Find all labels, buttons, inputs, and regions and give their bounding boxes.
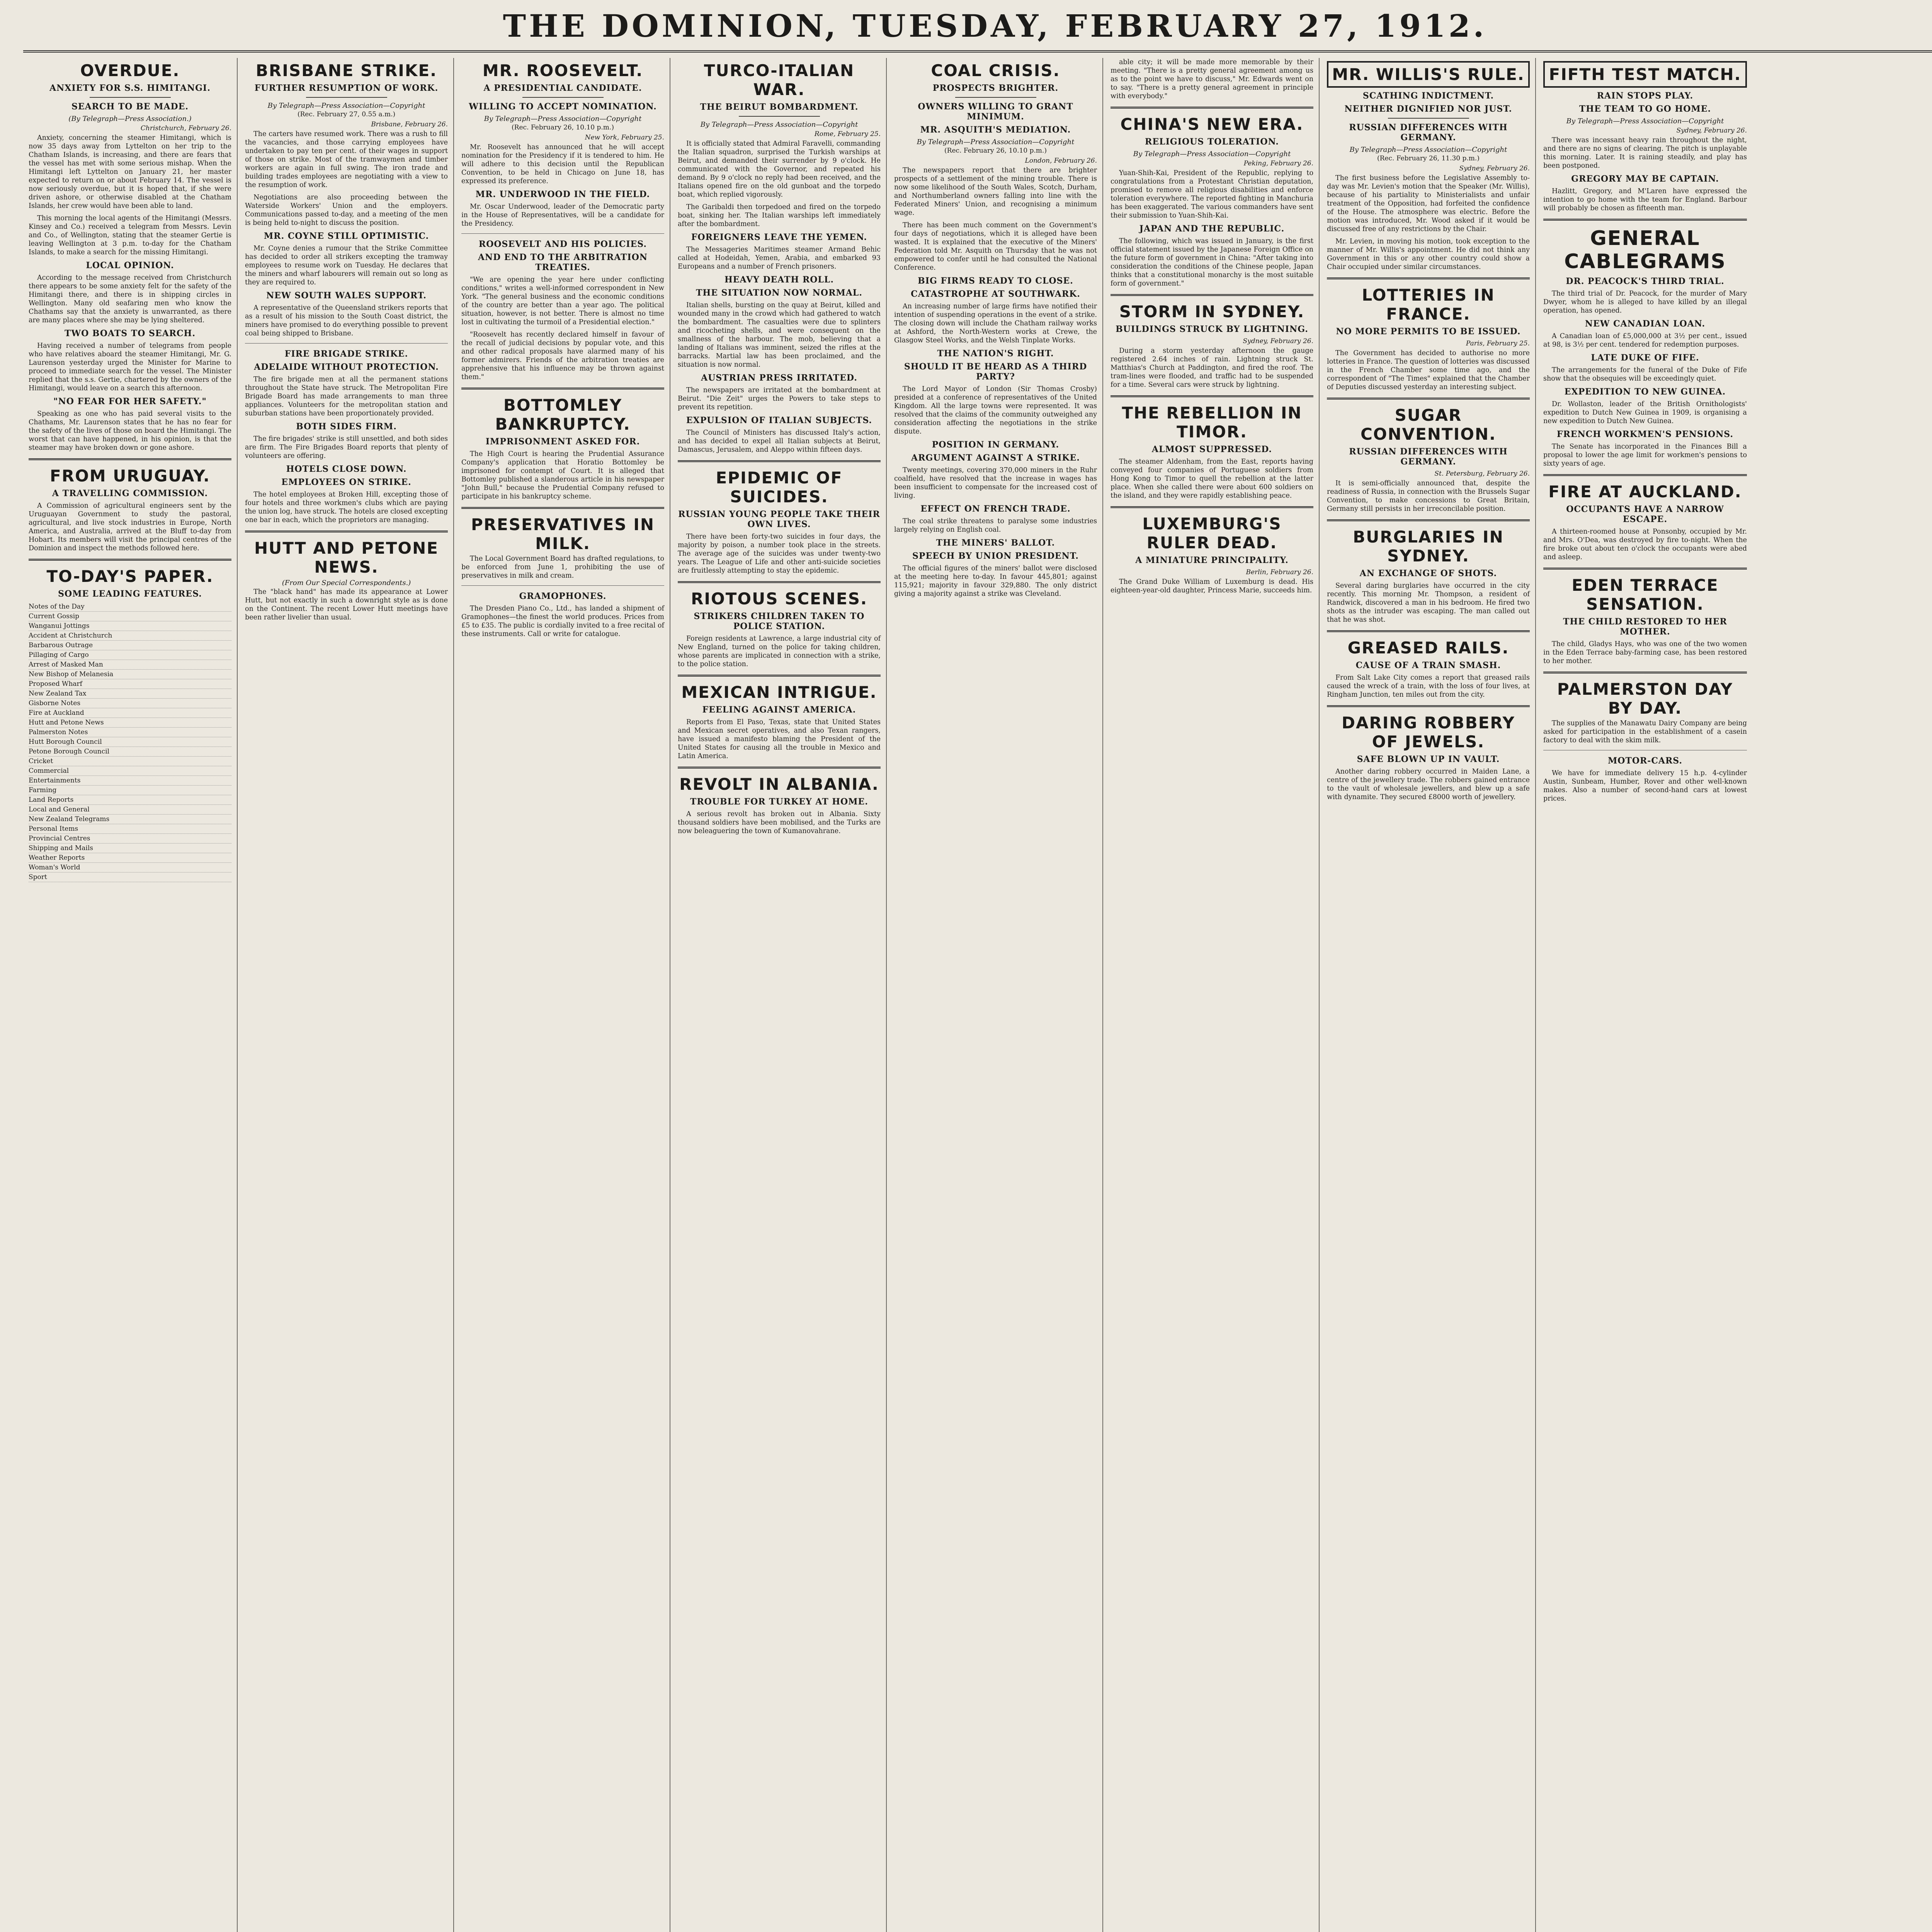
headline-lotteries: LOTTERIES IN FRANCE. bbox=[1362, 286, 1495, 323]
article-paragraph: Negotiations are also proceeding between the Waterside Workers' Union and the employers. Communications passed to-day, and a meeting of the men is being held to-night to discuss the position. bbox=[245, 194, 448, 227]
subhead: GRAMOPHONES. bbox=[519, 591, 607, 601]
feature-label: Accident at Christchurch bbox=[29, 632, 112, 639]
feature-item bbox=[29, 670, 231, 679]
subhead: TROUBLE FOR TURKEY AT HOME. bbox=[690, 797, 868, 807]
feature-list bbox=[29, 602, 231, 882]
subhead: MR. COYNE STILL OPTIMISTIC. bbox=[264, 231, 429, 241]
article-paragraph: Having received a number of telegrams from people who have relatives aboard the steamer Himitangi, Mr. G. Laurenson yesterday urged the Minister for Marine to proceed to immediate search for the vessel. The Minister replied that the s.s. Gertie, chartered by the owners of the Himitangi, would leave on a search this afternoon. bbox=[29, 342, 231, 392]
feature-label: New Bishop of Melanesia bbox=[29, 670, 114, 678]
article-paragraph: "We are opening the year here under conflicting conditions," writes a well-informed correspondent in New York. "The general business and the economic conditions of the country are better than a year ago. The political situation, however, is not better. There is almost no time lost in cultivating the turmoil of a Presidential election." bbox=[461, 276, 664, 326]
subhead: BIG FIRMS READY TO CLOSE. bbox=[918, 276, 1073, 286]
credit-line: By Telegraph—Press Association—Copyright bbox=[700, 121, 858, 129]
subhead: MR. ASQUITH'S MEDIATION. bbox=[920, 125, 1071, 135]
dateline: Rome, February 25. bbox=[814, 130, 881, 138]
feature-label: Woman's World bbox=[29, 864, 80, 871]
subhead: OCCUPANTS HAVE A NARROW ESCAPE. bbox=[1566, 504, 1724, 524]
subhead: ROOSEVELT AND HIS POLICIES. bbox=[478, 239, 647, 249]
subhead: OWNERS WILLING TO GRANT MINIMUM. bbox=[918, 102, 1073, 122]
feature-label: Cricket bbox=[29, 757, 53, 765]
article-paragraph: Several daring burglaries have occurred in the city recently. This morning Mr. Thompson, a resident of Randwick, discovered a man in his bedroom. He fired two shots as the intruder was escaping. The man called out that he was shot. bbox=[1327, 582, 1530, 624]
subhead: DR. PEACOCK'S THIRD TRIAL. bbox=[1566, 276, 1725, 286]
subhead: AND END TO THE ARBITRATION TREATIES. bbox=[478, 252, 648, 272]
feature-label: Commercial bbox=[29, 767, 69, 775]
subhead: ALMOST SUPPRESSED. bbox=[1151, 444, 1272, 454]
article-paragraph: The Lord Mayor of London (Sir Thomas Crosby) presided at a conference of representatives of the United Kingdom. All the large towns were represented. It was resolved that the claims of the community outweighed any consideration affecting the negotiations in the strike dispute. bbox=[894, 385, 1097, 435]
article-paragraph: The High Court is hearing the Prudential Assurance Company's application that Horatio Bottomley be imprisoned for contempt of Court. It is alleged that Bottomley published a slanderous article in his newspaper "John Bull," because the Prudential Company refused to participate in his bankruptcy scheme. bbox=[461, 450, 664, 500]
subhead: LATE DUKE OF FIFE. bbox=[1591, 353, 1699, 363]
subhead: NEW SOUTH WALES SUPPORT. bbox=[266, 291, 427, 301]
column-5 bbox=[889, 58, 1103, 1932]
article-paragraph: The newspapers are irritated at the bombardment at Beirut. "Die Zeit" urges the Powers to take steps to prevent its repetition. bbox=[678, 386, 881, 411]
headline-albania: REVOLT IN ALBANIA. bbox=[679, 775, 879, 794]
subhead: RELIGIOUS TOLERATION. bbox=[1145, 137, 1279, 147]
dateline: Christchurch, February 26. bbox=[140, 124, 231, 132]
feature-item bbox=[29, 853, 231, 863]
headline-turco-italian-war: TURCO-ITALIAN WAR. bbox=[704, 61, 855, 99]
feature-label: Proposed Wharf bbox=[29, 680, 82, 688]
received-line: (Rec. February 26, 10.10 p.m.) bbox=[512, 124, 614, 131]
subhead: SOME LEADING FEATURES. bbox=[58, 589, 202, 599]
subhead: IMPRISONMENT ASKED FOR. bbox=[485, 437, 640, 447]
article-paragraph: The carters have resumed work. There was a rush to fill the vacancies, and those carrying employees have undertaken to pay ten per cent. of their wages in support of those on strike. Most of the tramwaymen and timber workers are again in full swing. The iron trade and building trades employees are negotiating with a view to the resumption of work. bbox=[245, 130, 448, 189]
subhead: "NO FEAR FOR HER SAFETY." bbox=[53, 396, 207, 406]
headline-riotous: RIOTOUS SCENES. bbox=[691, 589, 867, 608]
article-paragraph: According to the message received from Christchurch there appears to be some anxiety felt for the safety of the Himitangi there, and there is in shipping circles in Wellington. Many old seafaring men who know the Chathams say that the anxiety is unwarranted, as there are many places where she may be lying sheltered. bbox=[29, 274, 231, 324]
headline-bottomley: BOTTOMLEY BANKRUPTCY. bbox=[495, 396, 631, 434]
article-paragraph: able city; it will be made more memorable by their meeting. "There is a pretty general agreement among us as to the point we have to discuss," Mr. Edwards went on to say. "There is a pretty general agreement in principle with everybody." bbox=[1111, 58, 1313, 100]
credit-line: By Telegraph—Press Association—Copyright bbox=[1566, 117, 1724, 125]
headline-fire-auckland: FIRE AT AUCKLAND. bbox=[1548, 482, 1742, 501]
headline-general-cablegrams: GENERAL CABLEGRAMS bbox=[1564, 227, 1726, 273]
article-paragraph: It is officially stated that Admiral Faravelli, commanding the Italian squadron, surprised the Turkish warships at Beirut, and demanded their surrender by 9 o'clock. He communicated with the Governor, and repeated his demand. By 9 o'clock no reply had been received, and the Italians opened fire on the old gunboat and the torpedo boat, which replied vigorously. bbox=[678, 140, 881, 199]
article-paragraph: Dr. Wollaston, leader of the British Ornithologists' expedition to Dutch New Guinea in 1909, is organising a new expedition to Dutch New Guinea. bbox=[1543, 400, 1747, 425]
article-paragraph: From Salt Lake City comes a report that greased rails caused the wreck of a train, with the loss of four lives, at Ringham Junction, ten miles out from the city. bbox=[1327, 674, 1530, 699]
feature-label: Hutt and Petone News bbox=[29, 719, 104, 726]
article-paragraph: Another daring robbery occurred in Maiden Lane, a centre of the jewellery trade. The robbers gained entrance to the vault of wholesale jewellers, and blew up a safe with dynamite. They secured £8000 worth of jewellery. bbox=[1327, 768, 1530, 801]
feature-item bbox=[29, 699, 231, 708]
credit-line: By Telegraph—Press Association—Copyright bbox=[1349, 146, 1507, 154]
headline-uruguay: FROM URUGUAY. bbox=[50, 466, 210, 485]
feature-label: Gisborne Notes bbox=[29, 699, 81, 707]
article-paragraph: The official figures of the miners' ballot were disclosed at the meeting here to-day. In favour 445,801; against 115,921; majority in favour 329,880. The only district giving a majority against a strike was Cleveland. bbox=[894, 565, 1097, 598]
subhead: A MINIATURE PRINCIPALITY. bbox=[1135, 555, 1289, 565]
article-paragraph: A Commission of agricultural engineers sent by the Uruguayan Government to study the pastoral, agricultural, and live stock industries in Europe, North America, and Australia, arrived at the Bluff to-day from Hobart. Its members will visit the principal centres of the Dominion and inspect the methods followed here. bbox=[29, 502, 231, 552]
article-paragraph: The Government has decided to authorise no more lotteries in France. The question of lotteries was discussed in the French Chamber some time ago, and the correspondent of "The Times" explained that the Chamber of Deputies discussed yesterday an interesting subject. bbox=[1327, 349, 1530, 391]
subhead: EXPEDITION TO NEW GUINEA. bbox=[1564, 387, 1726, 397]
article-paragraph: Reports from El Paso, Texas, state that United States and Mexican secret operatives, and also Texan rangers, have issued a manifesto blaming the President of the United States for causing all the trouble in Mexico and Latin America. bbox=[678, 718, 881, 760]
received-line: (Rec. February 26, 10.10 p.m.) bbox=[944, 147, 1047, 155]
feature-item bbox=[29, 728, 231, 737]
headline-brisbane-strike: BRISBANE STRIKE. bbox=[255, 61, 437, 80]
article-paragraph: An increasing number of large firms have notified their intention of suspending operations in the event of a strike. The closing down will include the Chatham railway works at Ashford, the North-Western works at Crewe, the Glasgow Steel Works, and the Welsh Tinplate Works. bbox=[894, 303, 1097, 344]
article-paragraph: The coal strike threatens to paralyse some industries largely relying on English coal. bbox=[894, 517, 1097, 534]
feature-label: New Zealand Tax bbox=[29, 690, 87, 697]
subhead: EMPLOYEES ON STRIKE. bbox=[281, 477, 412, 487]
dateline: St. Petersburg, February 26. bbox=[1434, 470, 1530, 478]
article-paragraph: The arrangements for the funeral of the Duke of Fife show that the obsequies will be exceedingly quiet. bbox=[1543, 366, 1747, 383]
headline-china: CHINA'S NEW ERA. bbox=[1120, 115, 1304, 134]
subhead: A TRAVELLING COMMISSION. bbox=[52, 488, 208, 498]
subhead: THE NATION'S RIGHT. bbox=[937, 349, 1054, 359]
masthead bbox=[23, 8, 1932, 53]
article-paragraph: A Canadian loan of £5,000,000 at 3½ per cent., issued at 98, is 3½ per cent. tendered for redemption purposes. bbox=[1543, 332, 1747, 349]
article-paragraph: The Council of Ministers has discussed Italy's action, and has decided to expel all Italian subjects at Beirut, Damascus, Jerusalem, and Aleppo within fifteen days. bbox=[678, 429, 881, 454]
feature-label: Local and General bbox=[29, 806, 90, 813]
feature-label: Entertainments bbox=[29, 777, 81, 784]
article-paragraph: Hazlitt, Gregory, and M'Laren have expressed the intention to go home with the team for England. Barbour will probably be chosen as fifteenth man. bbox=[1543, 187, 1747, 212]
feature-item bbox=[29, 650, 231, 660]
headline-todays-paper: TO-DAY'S PAPER. bbox=[46, 567, 214, 586]
credit-line: (From Our Special Correspondents.) bbox=[282, 579, 411, 587]
subhead: AUSTRIAN PRESS IRRITATED. bbox=[701, 373, 857, 383]
dateline: Brisbane, February 26. bbox=[371, 121, 448, 128]
subhead: STRIKERS CHILDREN TAKEN TO POLICE STATION. bbox=[694, 611, 865, 631]
subhead: NEW CANADIAN LOAN. bbox=[1585, 319, 1706, 329]
headline-coal-crisis: COAL CRISIS. bbox=[931, 61, 1060, 80]
subhead: THE BEIRUT BOMBARDMENT. bbox=[700, 102, 859, 112]
column-3 bbox=[456, 58, 670, 1932]
feature-item bbox=[29, 708, 231, 718]
feature-label: Wanganui Jottings bbox=[29, 622, 90, 630]
subhead: THE MINERS' BALLOT. bbox=[936, 538, 1055, 548]
subhead: TWO BOATS TO SEARCH. bbox=[64, 328, 196, 338]
feature-item bbox=[29, 776, 231, 786]
article-paragraph: There have been forty-two suicides in four days, the majority by poison, a number took place in the streets. The average age of the suicides was under twenty-two years. The League of Life and other anti-suicide societies are fruitlessly attempting to stay the epidemic. bbox=[678, 533, 881, 575]
subhead: EFFECT ON FRENCH TRADE. bbox=[920, 504, 1071, 514]
headline-jewels: DARING ROBBERY OF JEWELS. bbox=[1342, 713, 1515, 751]
subhead: NEITHER DIGNIFIED NOR JUST. bbox=[1344, 104, 1512, 114]
credit-line: By Telegraph—Press Association—Copyright bbox=[917, 138, 1075, 146]
subhead: SCATHING INDICTMENT. bbox=[1362, 91, 1494, 101]
article-paragraph: It is semi-officially announced that, despite the readiness of Russia, in connection with the Brussels Sugar Convention, to make concessions to Great Britain, Germany still persists in her irreconcilable position. bbox=[1327, 480, 1530, 513]
feature-label: Shipping and Mails bbox=[29, 844, 93, 852]
feature-item bbox=[29, 602, 231, 612]
columns bbox=[23, 58, 1932, 1932]
headline-milk: PRESERVATIVES IN MILK. bbox=[471, 515, 655, 553]
subhead: PROSPECTS BRIGHTER. bbox=[932, 83, 1059, 93]
article-paragraph: The "black hand" has made its appearance at Lower Hutt, but not exactly in such a downright style as is done on the Continent. The recent Lower Hutt meetings have been rather livelier than usual. bbox=[245, 588, 448, 621]
article-paragraph: A representative of the Queensland strikers reports that as a result of his mission to the South Coast district, the miners have promised to do everything possible to prevent coal being shipped to Brisbane. bbox=[245, 304, 448, 337]
feature-item bbox=[29, 872, 231, 882]
headline-hutt-petone: HUTT AND PETONE NEWS. bbox=[254, 539, 439, 577]
headline-storm-sydney: STORM IN SYDNEY. bbox=[1119, 302, 1305, 321]
dateline: New York, February 25. bbox=[585, 134, 664, 141]
credit-line: (By Telegraph—Press Association.) bbox=[68, 115, 192, 123]
subhead: MR. UNDERWOOD IN THE FIELD. bbox=[475, 189, 650, 199]
subhead: NO MORE PERMITS TO BE ISSUED. bbox=[1336, 327, 1521, 337]
received-line: (Rec. February 27, 0.55 a.m.) bbox=[297, 111, 396, 118]
article-paragraph: Mr. Levien, in moving his motion, took exception to the manner of Mr. Willis's appointment. He did not think any Government in this or any other country could show a Chair occupied under similar circumstances. bbox=[1327, 238, 1530, 271]
article-paragraph: There has been much comment on the Government's four days of negotiations, which it is alleged have been wasted. It is explained that the executive of the Miners' Federation told Mr. Asquith on Thursday that he was not empowered to confer until he had consulted the National Conference. bbox=[894, 221, 1097, 272]
article-paragraph: Speaking as one who has paid several visits to the Chathams, Mr. Laurenson states that he has no fear for the safety of the lives of those on board the Himitangi. The worst that can have happened, in his opinion, is that the steamer may have broken down or gone ashore. bbox=[29, 410, 231, 452]
dateline: Sydney, February 26. bbox=[1459, 165, 1530, 172]
subhead: BOTH SIDES FIRM. bbox=[296, 422, 397, 432]
subhead: RUSSIAN DIFFERENCES WITH GERMANY. bbox=[1349, 447, 1508, 467]
subhead: WILLING TO ACCEPT NOMINATION. bbox=[469, 102, 657, 112]
article-paragraph: Italian shells, bursting on the quay at Beirut, killed and wounded many in the crowd which had gathered to watch the bombardment. The casualties were due to splinters and ricocheting shells, and were consequent on the smallness of the harbour. The mob, believing that a landing of Italians was imminent, seized the rifles at the barracks. Martial law has been proclaimed, and the situation is now normal. bbox=[678, 301, 881, 369]
article-paragraph: The Grand Duke William of Luxemburg is dead. His eighteen-year-old daughter, Princess Marie, succeeds him. bbox=[1111, 578, 1313, 594]
subhead: A PRESIDENTIAL CANDIDATE. bbox=[483, 83, 642, 93]
article-paragraph: The following, which was issued in January, is the first official statement issued by the Japanese Foreign Office on the future form of government in China: "After taking into consideration the conditions of the Chinese people, Japan thinks that a constitutional monarchy is the most suitable form of government." bbox=[1111, 237, 1313, 287]
feature-label: Farming bbox=[29, 786, 57, 794]
article-paragraph: The newspapers report that there are brighter prospects of a settlement of the mining trouble. There is now some likelihood of the South Wales, Scotch, Durham, and Northumberland owners falling into line with the Federated Miners' Union, and recognising a minimum wage. bbox=[894, 167, 1097, 217]
feature-label: Provincial Centres bbox=[29, 835, 90, 842]
dateline: London, February 26. bbox=[1025, 157, 1097, 165]
headline-willis: MR. WILLIS'S RULE. bbox=[1327, 61, 1530, 88]
subhead: ARGUMENT AGAINST A STRIKE. bbox=[911, 453, 1080, 463]
column-7 bbox=[1321, 58, 1536, 1932]
feature-item bbox=[29, 612, 231, 621]
article-paragraph: "Roosevelt has recently declared himself in favour of the recall of judicial decisions by popular vote, and this and other radical proposals have alarmed many of his former admirers. Friends of the arbitration treaties are apprehensive that his influence may be thrown against them." bbox=[461, 331, 664, 381]
column-1 bbox=[23, 58, 238, 1932]
masthead-title: THE DOMINION, TUESDAY, FEBRUARY 27, 1912. bbox=[503, 8, 1487, 44]
headline-palmerston: PALMERSTON DAY BY DAY. bbox=[1557, 680, 1733, 718]
feature-item bbox=[29, 795, 231, 805]
subhead: FURTHER RESUMPTION OF WORK. bbox=[254, 83, 439, 93]
feature-item bbox=[29, 631, 231, 641]
feature-item bbox=[29, 641, 231, 650]
feature-label: Personal Items bbox=[29, 825, 78, 833]
subhead: POSITION IN GERMANY. bbox=[932, 440, 1060, 450]
article-paragraph: The third trial of Dr. Peacock, for the murder of Mary Dwyer, whom he is alleged to have killed by an illegal operation, has opened. bbox=[1543, 290, 1747, 315]
headline-test-match: FIFTH TEST MATCH. bbox=[1543, 61, 1747, 88]
article-paragraph: Yuan-Shih-Kai, President of the Republic, replying to congratulations from a Protestant Christian deputation, promised to remove all religious disabilities and enforce toleration everywhere. The reported fighting in Manchuria has been exaggerated. The various commanders have sent their submission to Yuan-Shih-Kai. bbox=[1111, 169, 1313, 219]
subhead: FEELING AGAINST AMERICA. bbox=[702, 705, 856, 715]
feature-item bbox=[29, 786, 231, 795]
subhead: CATASTROPHE AT SOUTHWARK. bbox=[911, 289, 1080, 299]
subhead: THE SITUATION NOW NORMAL. bbox=[696, 288, 862, 298]
article-paragraph: This morning the local agents of the Himitangi (Messrs. Kinsey and Co.) received a telegram from Messrs. Levin and Co., of Wellington, stating that the steamer Gertie is leaving Wellington at 3 p.m. to-day for the Chatham Islands, to make a search for the missing Himitangi. bbox=[29, 214, 231, 256]
article-paragraph: The child, Gladys Hays, who was one of the two women in the Eden Terrace baby-farming case, has been restored to her mother. bbox=[1543, 640, 1747, 665]
feature-item bbox=[29, 689, 231, 699]
headline-overdue: OVERDUE. bbox=[80, 61, 180, 80]
article-paragraph: Anxiety, concerning the steamer Himitangi, which is now 35 days away from Lyttelton on her trip to the Chatham Islands, is increasing, and there are fears that the vessel has met with some serious mishap. When the Himitangi left Lyttelton on January 21, her master expected to return on or about February 14. The vessel is now seriously overdue, but it is hoped that, if she were driven ashore, or otherwise disabled at the Chatham Islands, her crew would have been able to land. bbox=[29, 134, 231, 210]
article-paragraph: A serious revolt has broken out in Albania. Sixty thousand soldiers have been mobilised, and the Turks are now beleaguering the town of Kumanovahrane. bbox=[678, 810, 881, 835]
article-paragraph: A thirteen-roomed house at Ponsonby, occupied by Mr. and Mrs. O'Dea, was destroyed by fire to-night. When the fire broke out about ten o'clock the occupants were abed and asleep. bbox=[1543, 528, 1747, 561]
dateline: Berlin, February 26. bbox=[1246, 568, 1313, 576]
dateline: Sydney, February 26. bbox=[1676, 127, 1747, 134]
subhead: ANXIETY FOR S.S. HIMITANGI. bbox=[49, 83, 211, 93]
subhead: SAFE BLOWN UP IN VAULT. bbox=[1357, 754, 1500, 764]
feature-item bbox=[29, 844, 231, 853]
subhead: SPEECH BY UNION PRESIDENT. bbox=[912, 551, 1079, 561]
credit-line: By Telegraph—Press Association—Copyright bbox=[1133, 150, 1291, 158]
article-paragraph: The Garibaldi then torpedoed and fired on the torpedo boat, sinking her. The Italian warships left immediately after the bombardment. bbox=[678, 203, 881, 228]
subhead: BUILDINGS STRUCK BY LIGHTNING. bbox=[1116, 324, 1308, 334]
subhead: LOCAL OPINION. bbox=[86, 260, 174, 270]
subhead: RUSSIAN DIFFERENCES WITH GERMANY. bbox=[1349, 122, 1508, 143]
feature-label: Land Reports bbox=[29, 796, 74, 804]
article-paragraph: The steamer Aldenham, from the East, reports having conveyed four companies of Portuguese soldiers from Hong Kong to Timor to quell the rebellion at the latter place. When she called there were about 600 soldiers on the island, and they were rapidly establishing peace. bbox=[1111, 458, 1313, 500]
feature-label: Weather Reports bbox=[29, 854, 85, 862]
dateline: Sydney, February 26. bbox=[1243, 337, 1313, 345]
subhead: AN EXCHANGE OF SHOTS. bbox=[1359, 568, 1497, 578]
article-paragraph: The fire brigade men at all the permanent stations throughout the State have struck. The Metropolitan Fire Brigade Board has made arrangements to man three appliances. Volunteers for the metropolitan station and suburban stations have been proportionately provided. bbox=[245, 376, 448, 417]
subhead: FIRE BRIGADE STRIKE. bbox=[284, 349, 408, 359]
feature-label: Palmerston Notes bbox=[29, 728, 88, 736]
subhead: CAUSE OF A TRAIN SMASH. bbox=[1355, 660, 1501, 670]
feature-item bbox=[29, 757, 231, 766]
feature-label: New Zealand Telegrams bbox=[29, 815, 110, 823]
headline-luxemburg: LUXEMBURG'S RULER DEAD. bbox=[1142, 514, 1282, 552]
column-4 bbox=[672, 58, 887, 1932]
credit-line: By Telegraph—Press Association—Copyright bbox=[267, 102, 425, 110]
headline-roosevelt: MR. ROOSEVELT. bbox=[482, 61, 643, 80]
feature-label: Pillaging of Cargo bbox=[29, 651, 89, 659]
feature-label: Sport bbox=[29, 873, 47, 881]
credit-line: By Telegraph—Press Association—Copyright bbox=[484, 115, 642, 123]
headline-burglaries: BURGLARIES IN SYDNEY. bbox=[1353, 527, 1504, 565]
subhead: GREGORY MAY BE CAPTAIN. bbox=[1571, 174, 1719, 184]
subhead: SHOULD IT BE HEARD AS A THIRD PARTY? bbox=[904, 362, 1087, 382]
subhead: ADELAIDE WITHOUT PROTECTION. bbox=[254, 362, 439, 372]
dateline: Paris, February 25. bbox=[1466, 340, 1530, 347]
subhead: HEAVY DEATH ROLL. bbox=[724, 275, 834, 285]
dateline: Peking, February 26. bbox=[1243, 160, 1313, 167]
subhead: EXPULSION OF ITALIAN SUBJECTS. bbox=[686, 415, 872, 425]
column-6 bbox=[1105, 58, 1320, 1932]
subhead: THE TEAM TO GO HOME. bbox=[1579, 104, 1711, 114]
subhead: MOTOR-CARS. bbox=[1607, 756, 1683, 766]
feature-item bbox=[29, 737, 231, 747]
article-paragraph: Foreign residents at Lawrence, a large industrial city of New England, turned on the police for taking children, whose parents are implicated in connection with a strike, to the police station. bbox=[678, 635, 881, 668]
column-2 bbox=[240, 58, 454, 1932]
feature-label: Current Gossip bbox=[29, 612, 80, 620]
article-paragraph: The first business before the Legislative Assembly to-day was Mr. Levien's motion that the Speaker (Mr. Willis), because of his partiality to Ministerialists and unfair treatment of the Opposition, had forfeited the confidence of the House. The atmosphere was electric. Before the motion was introduced, Mr. Wood asked if it would be discussed free of any restrictions by the Chair. bbox=[1327, 174, 1530, 233]
article-paragraph: The Messageries Maritimes steamer Armand Behic called at Hodeidah, Yemen, Arabia, and embarked 93 Europeans and a number of French prisoners. bbox=[678, 246, 881, 270]
headline-suicides: EPIDEMIC OF SUICIDES. bbox=[716, 468, 843, 506]
feature-item bbox=[29, 747, 231, 757]
subhead: JAPAN AND THE REPUBLIC. bbox=[1139, 224, 1285, 234]
feature-item bbox=[29, 718, 231, 728]
subhead: RUSSIAN YOUNG PEOPLE TAKE THEIR OWN LIVES. bbox=[678, 509, 880, 529]
article-paragraph: The hotel employees at Broken Hill, excepting those of four hotels and three workmen's clubs which are paying the union log, have struck. The hotels are closed excepting one bar in each, which the proprietors are managing. bbox=[245, 491, 448, 524]
headline-timor: THE REBELLION IN TIMOR. bbox=[1122, 403, 1302, 441]
received-line: (Rec. February 26, 11.30 p.m.) bbox=[1377, 155, 1480, 162]
article-paragraph: Mr. Oscar Underwood, leader of the Democratic party in the House of Representatives, will be a candidate for the Presidency. bbox=[461, 203, 664, 228]
feature-item bbox=[29, 815, 231, 824]
subhead: FOREIGNERS LEAVE THE YEMEN. bbox=[691, 232, 867, 242]
article-paragraph: Twenty meetings, covering 370,000 miners in the Ruhr coalfield, have resolved that the increase in wages has been insufficient to compensate for the increased cost of living. bbox=[894, 466, 1097, 500]
feature-item bbox=[29, 621, 231, 631]
article-paragraph: During a storm yesterday afternoon the gauge registered 2.64 inches of rain. Lightning struck St. Matthias's Church at Paddington, and fired the roof. The tram-lines were flooded, and traffic had to be suspended for a time. Several cars were struck by lightning. bbox=[1111, 347, 1313, 389]
article-paragraph: The fire brigades' strike is still unsettled, and both sides are firm. The Fire Brigades Board reports that plenty of volunteers are offering. bbox=[245, 435, 448, 460]
feature-item bbox=[29, 805, 231, 815]
column-8 bbox=[1538, 58, 1752, 1932]
subhead: HOTELS CLOSE DOWN. bbox=[286, 464, 407, 474]
feature-label: Petone Borough Council bbox=[29, 748, 110, 755]
subhead: RAIN STOPS PLAY. bbox=[1597, 91, 1694, 101]
headline-eden-terrace: EDEN TERRACE SENSATION. bbox=[1571, 576, 1719, 614]
feature-item bbox=[29, 834, 231, 844]
feature-label: Hutt Borough Council bbox=[29, 738, 102, 746]
advert-paragraph: We have for immediate delivery 15 h.p. 4-cylinder Austin, Sunbeam, Humber, Rover and other well-known makes. Also a number of second-hand cars at lowest prices. bbox=[1543, 769, 1747, 803]
article-paragraph: The Local Government Board has drafted regulations, to be enforced from June 1, prohibiting the use of preservatives in milk and cream. bbox=[461, 555, 664, 580]
headline-mexican: MEXICAN INTRIGUE. bbox=[681, 683, 877, 702]
feature-item bbox=[29, 679, 231, 689]
article-paragraph: The Senate has incorporated in the Finances Bill a proposal to lower the age limit for workmen's pensions to sixty years of age. bbox=[1543, 443, 1747, 468]
feature-item bbox=[29, 660, 231, 670]
feature-label: Barbarous Outrage bbox=[29, 641, 93, 649]
feature-label: Notes of the Day bbox=[29, 603, 85, 611]
subhead: SEARCH TO BE MADE. bbox=[71, 102, 189, 112]
feature-label: Fire at Auckland bbox=[29, 709, 84, 717]
article-paragraph: Mr. Coyne denies a rumour that the Strike Committee has decided to order all strikers excepting the tramway employees to resume work on Tuesday. He declares that the miners and wharf labourers will remain out so long as they are required to. bbox=[245, 245, 448, 286]
feature-item bbox=[29, 766, 231, 776]
subhead: THE CHILD RESTORED TO HER MOTHER. bbox=[1563, 617, 1727, 637]
feature-label: Arrest of Masked Man bbox=[29, 661, 103, 668]
article-paragraph: Mr. Roosevelt has announced that he will accept nomination for the Presidency if it is tendered to him. He will adhere to this decision until the Republican Convention, to be held in Chicago on June 18, has expressed its preference. bbox=[461, 143, 664, 185]
headline-sugar: SUGAR CONVENTION. bbox=[1360, 406, 1497, 444]
feature-item bbox=[29, 863, 231, 872]
headline-greased-rails: GREASED RAILS. bbox=[1347, 638, 1509, 657]
advert-paragraph: The Dresden Piano Co., Ltd., has landed a shipment of Gramophones—the finest the world produces. Prices from £5 to £35. The public is cordially invited to a free recital of these instruments. Call or write for catalogue. bbox=[461, 605, 664, 638]
subhead: FRENCH WORKMEN'S PENSIONS. bbox=[1556, 429, 1734, 439]
feature-item bbox=[29, 824, 231, 834]
article-paragraph: There was incessant heavy rain throughout the night, and there are no signs of clearing. The pitch is unplayable this morning. Later. It is raining steadily, and play has been postponed. bbox=[1543, 136, 1747, 170]
article-paragraph: The supplies of the Manawatu Dairy Company are being asked for participation in the establishment of a casein factory to deal with the skim milk. bbox=[1543, 719, 1747, 744]
